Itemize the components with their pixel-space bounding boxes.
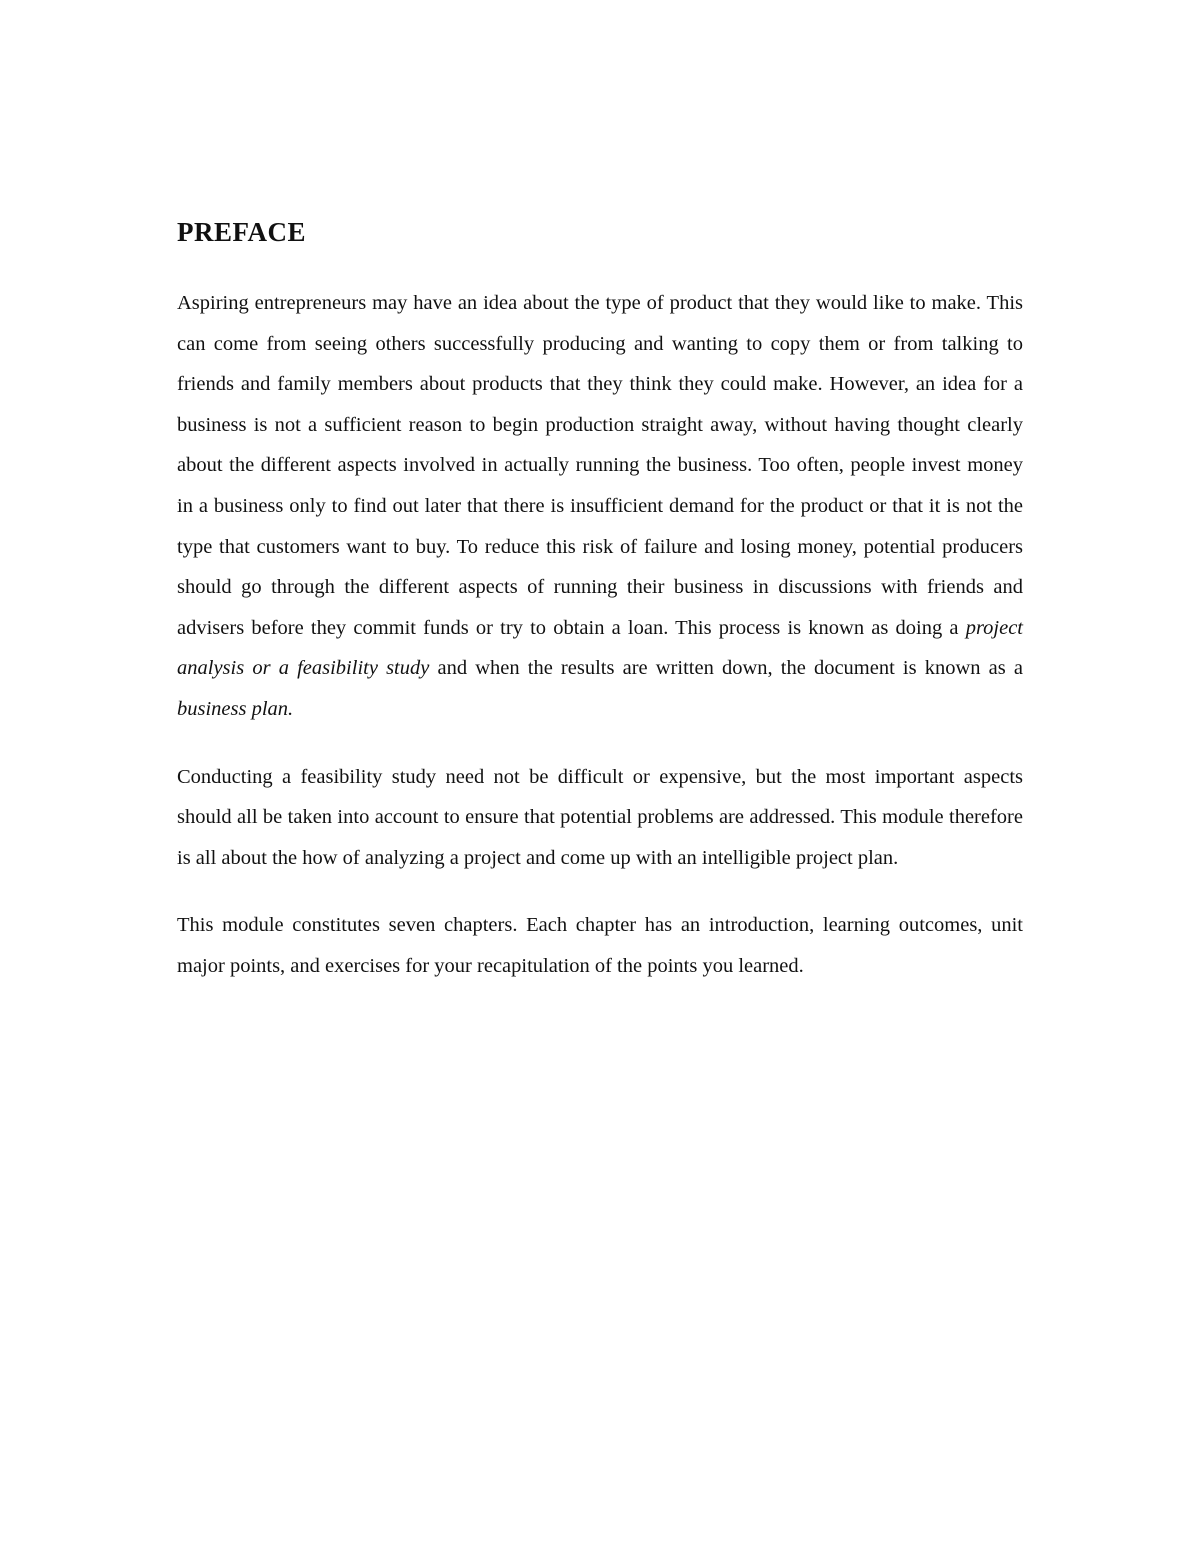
document-body [177,212,1023,987]
page-title: PREFACE [177,217,306,247]
preface-paragraph-2: Conducting a feasibility study need not be difficult or expensive, but the most important aspects should all be taken into account to ensure that potential problems are addressed. This module therefore is all about the how of analyzing a project and come up with an intelligible project plan. [177,765,1023,869]
paragraph-1-text: Aspiring entrepreneurs may have an idea about the type of product that they would like to make. This can come from seeing others successfully producing and wanting to copy them or from talking to friends and family members about products that they think they could make. However, an idea for a business is not a sufficient reason to begin production straight away, without having thought clearly about the different aspects involved in actually running the business. Too often, people invest money in a business only to find out later that there is insufficient demand for the product or that it is not the type that customers want to buy. To reduce this risk of failure and losing money, potential producers should go through the different aspects of running their business in discussions with friends and advisers before they commit funds or try to obtain a loan. This process is known as doing a [177,292,1023,639]
paragraph-1-text-continued: and when the results are written down, the document is known as a [429,657,1023,680]
preface-paragraph-1 [177,283,1023,730]
preface-paragraph-3: This module constitutes seven chapters. Each chapter has an introduction, learning outcomes, unit major points, and exercises for your recapitulation of the points you learned. [177,914,1023,977]
paragraph-1-italic-term-1: project analysis or a feasibility study [177,616,1023,680]
paragraph-1-italic-term-2: business plan. [177,697,294,720]
